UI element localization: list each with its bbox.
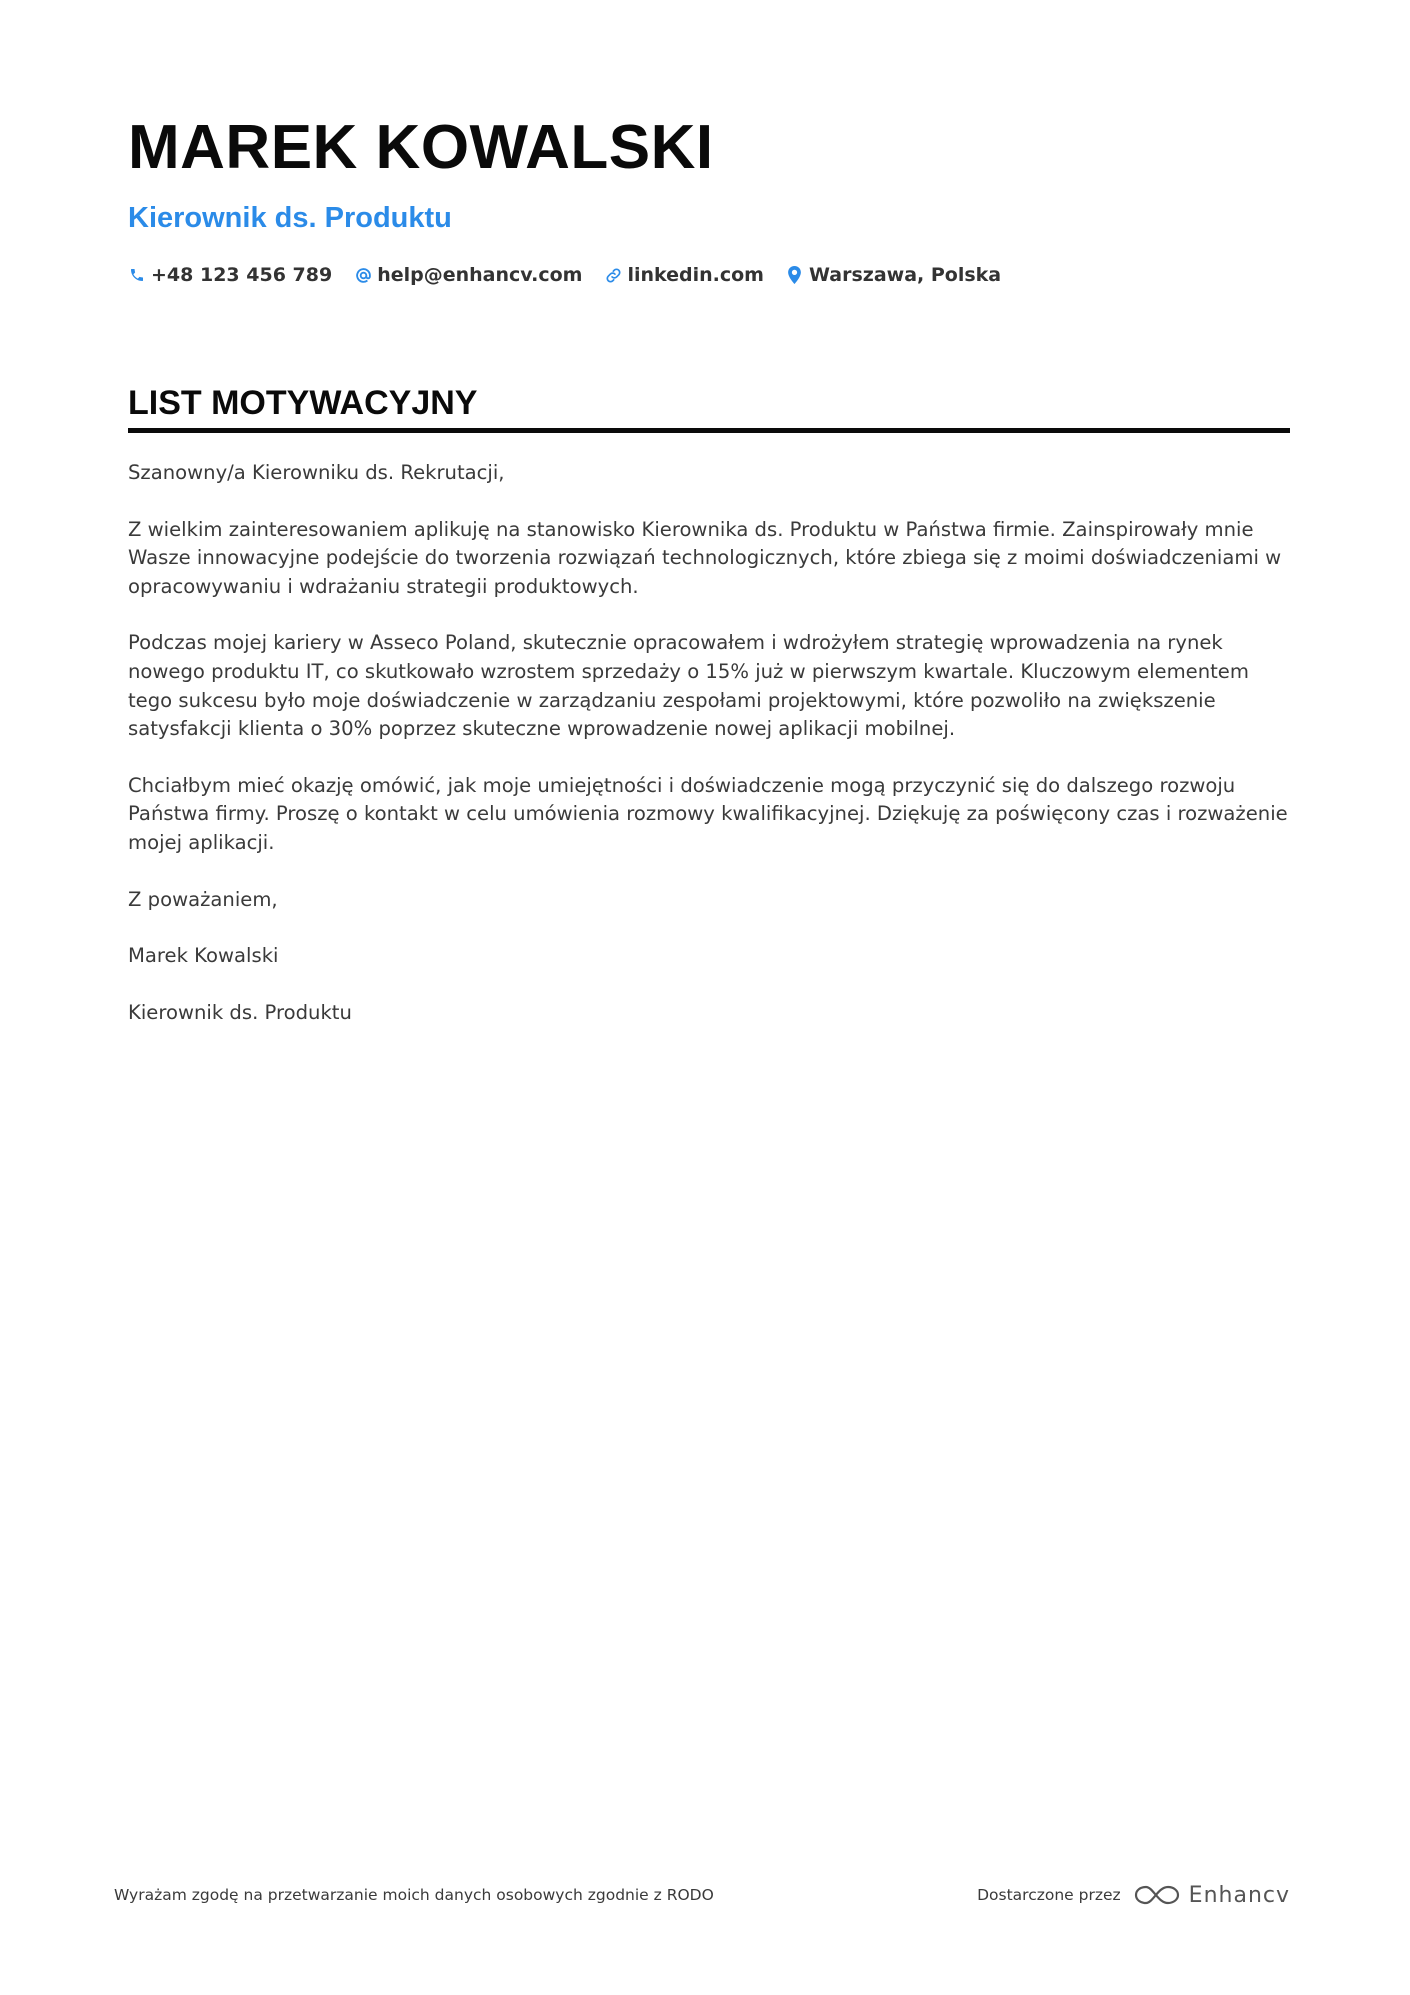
applicant-role: Kierownik ds. Produktu xyxy=(128,202,452,234)
contact-email[interactable] xyxy=(354,264,582,286)
section-title: LIST MOTYWACYJNY xyxy=(128,382,1290,433)
location-pin-icon xyxy=(786,266,804,284)
contact-linkedin-text: linkedin.com xyxy=(627,264,764,286)
brand-name: Enhancv xyxy=(1188,1882,1290,1908)
signature-role: Kierownik ds. Produktu xyxy=(128,1000,352,1024)
contact-phone-text: +48 123 456 789 xyxy=(151,264,333,286)
letter-paragraph: Podczas mojej kariery w Asseco Poland, skutecznie opracowałem i wdrożyłem strategię wprowadzenia na rynek nowego produktu IT, co skutkowało wzrostem sprzedaży o 15% już w pierwszym kwartale. Kluczowym elementem tego sukcesu było moje doświadczenie w zarządzaniu zespołami projektowymi, które pozwoliło na zwiększenie satysfakcji klienta o 30% poprzez skuteczne wprowadzenie nowej aplikacji mobilnej. xyxy=(128,631,1249,741)
at-icon xyxy=(354,266,372,284)
contact-location-text: Warszawa, Polska xyxy=(808,264,1002,286)
applicant-name: MAREK KOWALSKI xyxy=(128,113,714,182)
signature-name: Marek Kowalski xyxy=(128,944,279,968)
letter-paragraph: Chciałbym mieć okazję omówić, jak moje umiejętności i doświadczenie mogą przyczynić się do dalszego rozwoju Państwa firmy. Proszę o kontakt w celu umówienia rozmowy kwalifikacyjnej. Dziękuję za poświęcony czas i rozważenie mojej aplikacji. xyxy=(128,773,1288,854)
contact-linkedin[interactable] xyxy=(604,264,764,286)
letter-body xyxy=(128,459,1290,1027)
letter-paragraph: Z wielkim zainteresowaniem aplikuję na stanowisko Kierownika ds. Produktu w Państwa firmie. Zainspirowały mnie Wasze innowacyjne podejście do tworzenia rozwiązań technologicznych, które zbiega się z moimi doświadczeniami w opracowywaniu i wdrażaniu strategii produktowych. xyxy=(128,517,1282,598)
footer xyxy=(114,1882,1290,1908)
letter-closing: Z poważaniem, xyxy=(128,887,278,911)
rodo-consent: Wyrażam zgodę na przetwarzanie moich danych osobowych zgodnie z RODO xyxy=(114,1886,714,1904)
cover-letter-page xyxy=(128,108,1290,1055)
contact-bar xyxy=(128,260,1290,290)
letter-greeting: Szanowny/a Kierowniku ds. Rekrutacji, xyxy=(128,461,505,484)
contact-phone[interactable] xyxy=(128,264,332,286)
contact-email-text: help@enhancv.com xyxy=(377,264,583,286)
link-icon xyxy=(604,266,622,284)
brand-attribution[interactable] xyxy=(977,1882,1290,1908)
phone-icon xyxy=(128,266,146,284)
provided-by-label: Dostarczone przez xyxy=(977,1886,1121,1904)
enhancv-logo-icon xyxy=(1133,1882,1181,1908)
contact-location xyxy=(786,264,1001,286)
